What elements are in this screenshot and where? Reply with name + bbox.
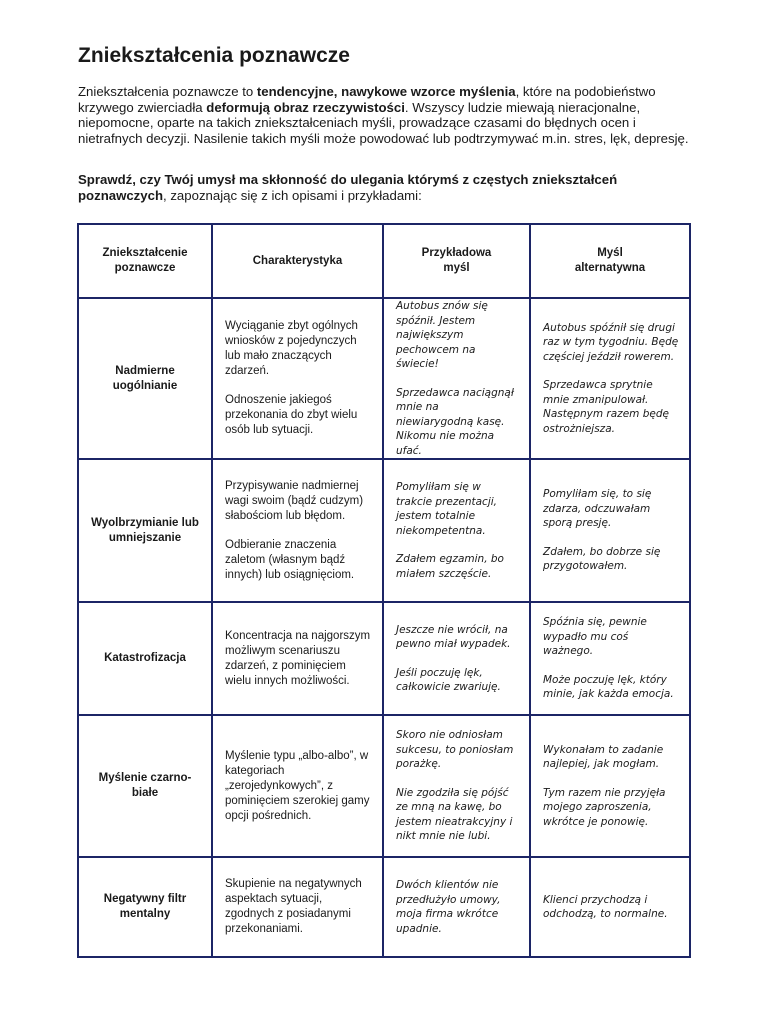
alternative-paragraph: Sprzedawca sprytnie mnie zmanipulował. Następnym razem będę ostrożniejsza. (543, 379, 669, 435)
intro-bold-text: tendencyjne, nawykowe wzorce myślenia (256, 84, 516, 99)
example-paragraph: Zdałem egzamin, bo miałem szczęście. (396, 553, 504, 580)
distortion-description (212, 298, 383, 459)
table-row (78, 298, 690, 459)
example-thought (383, 715, 530, 857)
alternative-paragraph: Autobus spóźnił się drugi raz w tym tygodniu. Będę częściej jeździł rowerem. (543, 321, 679, 363)
alternative-paragraph: Tym razem nie przyjęła mojego zaproszenia, wkrótce je ponowię. (543, 786, 666, 828)
description-paragraph: Odnoszenie jakiegoś przekonania do zbyt wielu osób lub sytuacji. (225, 394, 358, 436)
example-thought (383, 459, 530, 602)
description-paragraph: Koncentracja na najgorszym możliwym scenariuszu zdarzeń, z pominięciem wielu innych możliwości. (225, 629, 371, 687)
example-thought (383, 298, 530, 459)
description-paragraph: Wyciąganie zbyt ogólnych wniosków z pojedynczych lub mało znaczących zdarzeń. (225, 320, 358, 377)
description-paragraph: Myślenie typu „albo-albo”, w kategoriach „zerojedynkowych”, z pominięciem szerokiej gamy opcji pośrednich. (225, 749, 370, 822)
table-row (78, 459, 690, 602)
header-characteristics: Charakterystyka (212, 224, 383, 298)
table-row (78, 715, 690, 857)
alternative-thought (530, 602, 690, 715)
question-paragraph (78, 172, 698, 203)
example-paragraph: Nie zgodziła się pójść ze mną na kawę, bo jestem nieatrakcyjny i nikt mnie nie lubi. (396, 786, 513, 843)
example-paragraph: Jeśli poczuję lęk, całkowicie zwariuję. (396, 666, 501, 693)
intro-text: , które na podobieństwo krzywego zwierciadła (78, 84, 656, 115)
example-thought (383, 602, 530, 715)
distortion-description (212, 715, 383, 857)
example-paragraph: Dwóch klientów nie przedłużyło umowy, moja firma wkrótce upadnie. (396, 879, 501, 935)
alternative-thought (530, 298, 690, 459)
alternative-thought (530, 857, 690, 957)
alternative-thought (530, 459, 690, 602)
distortion-name: Myślenie czarno-białe (78, 715, 212, 857)
distortion-description (212, 857, 383, 957)
example-paragraph: Jeszcze nie wrócił, na pewno miał wypadek. (396, 623, 511, 650)
example-paragraph: Autobus znów się spóźnił. Jestem największym pechowcem na świecie! (396, 300, 488, 370)
description-paragraph: Odbieranie znaczenia zaletom (własnym bądź innych) lub osiągnięciom. (225, 538, 355, 581)
header-distortion: Zniekształcenie poznawcze (78, 224, 212, 298)
distortion-description (212, 459, 383, 602)
example-thought (383, 857, 530, 957)
intro-text: . Wszyscy ludzie miewają nieracjonalne, niepomocne, oparte na takich zniekształceniach myśli, prowadzące czasami do błędnych ocen i nietrafnych decyzji. Nasilenie takich myśli może powodować lub podtrzymywać m.in. stres, lęk, depresję. (78, 99, 689, 146)
page-title: Zniekształcenia poznawcze (78, 44, 350, 67)
alternative-paragraph: Klienci przychodzą i odchodzą, to normalne. (543, 893, 668, 920)
distortion-name: Wyolbrzymianie lub umniejszanie (78, 459, 212, 602)
distortion-name: Nadmierne uogólnianie (78, 298, 212, 459)
alternative-paragraph: Spóźnia się, pewnie wypadło mu coś ważnego. (543, 616, 647, 658)
intro-bold-text: deformują obraz rzeczywistości (206, 99, 405, 115)
alternative-paragraph: Zdałem, bo dobrze się przygotowałem. (543, 545, 661, 573)
question-bold-text: Sprawdź, czy Twój umysł ma skłonność do ulegania którymś z częstych zniekształceń poznawczych (78, 172, 618, 203)
intro-text: Zniekształcenia poznawcze to (78, 84, 257, 99)
header-example-thought: Przykładowa myśl (383, 224, 530, 298)
distortions-table (77, 223, 691, 958)
example-paragraph: Sprzedawca naciągnął mnie na niewiarygodną kasę. Nikomu nie można ufać. (396, 386, 514, 457)
alternative-paragraph: Wykonałam to zadanie najlepiej, jak mogłam. (543, 743, 664, 771)
description-paragraph: Przypisywanie nadmiernej wagi swoim (bądź cudzym) słabościom lub błędom. (225, 479, 364, 522)
intro-paragraph (78, 84, 698, 146)
example-paragraph: Pomyliłam się w trakcie prezentacji, jestem totalnie niekompetentna. (396, 481, 498, 537)
distortion-description (212, 602, 383, 715)
alternative-paragraph: Pomyliłam się, to się zdarza, odczuwałam sporą presję. (543, 488, 652, 530)
example-paragraph: Skoro nie odniosłam sukcesu, to poniosłam porażkę. (396, 729, 514, 771)
distortion-name: Negatywny filtr mentalny (78, 857, 212, 957)
question-text: , zapoznając się z ich opisami i przykładami: (163, 187, 422, 203)
table-row (78, 602, 690, 715)
header-alternative-thought: Myśl alternatywna (530, 224, 690, 298)
table-row (78, 857, 690, 957)
table-header-row (78, 224, 690, 298)
description-paragraph: Skupienie na negatywnych aspektach sytuacji, zgodnych z posiadanymi przekonaniami. (225, 878, 362, 935)
alternative-paragraph: Może poczuję lęk, który minie, jak każda emocja. (543, 673, 674, 701)
alternative-thought (530, 715, 690, 857)
distortion-name: Katastrofizacja (78, 602, 212, 715)
